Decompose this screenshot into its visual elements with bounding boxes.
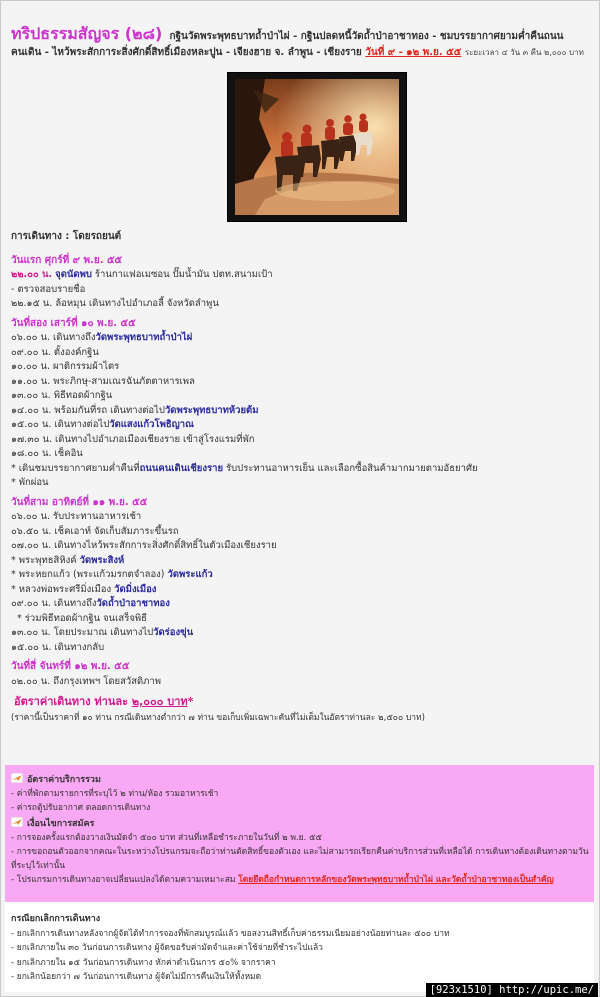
header xyxy=(5,5,594,61)
day1-heading: วันแรก ศุกร์ที่ ๙ พ.ย. ๕๕ xyxy=(11,254,123,266)
day3-item-7 xyxy=(11,597,591,612)
title-line xyxy=(11,25,588,45)
day2-item-1 xyxy=(11,331,591,346)
cancellation-box xyxy=(5,902,594,992)
day3-item-7-text: ๐๙.๐๐ น. เดินทางถึง xyxy=(11,598,97,609)
price-value: ๒,๐๐๐ บาท xyxy=(131,695,188,708)
day3-item-3: ๐๗.๐๐ น. เดินทางไหว้พระสักการะสิ่งศักดิ์สิทธิ์ในตัวเมืองเชียงราย xyxy=(11,540,277,551)
trip-photo xyxy=(227,72,407,222)
services-conditions-text xyxy=(11,773,589,887)
day2-item-6-place: วัดพระพุทธบาทห้วยต้ม xyxy=(164,404,259,416)
day3-item-2: ๐๖.๕๐ น. เช็คเอาท์ จัดเก็บสัมภาระขึ้นรถ xyxy=(11,525,179,537)
day3-item-6 xyxy=(11,583,591,598)
day2-item-10-tail: รับประทานอาหารเย็น และเลือกซื้อสินค้ามากมายตามอัธยาศัย xyxy=(223,462,478,474)
plane-icon xyxy=(11,817,23,827)
conditions-item-3 xyxy=(11,873,589,887)
day2-item-6 xyxy=(11,404,591,419)
day3-item-5-text: * พระหยกแก้ว (พระแก้วมรกตจำลอง) xyxy=(11,569,168,580)
title-line-2 xyxy=(11,45,588,61)
day3-item-6-text: * หลวงพ่อพระศรีมิ่งเมือง xyxy=(11,583,115,595)
day3-item-9-place: วัดร่องขุ่น xyxy=(153,627,194,638)
day2-item-9: ๑๘.๐๐ น. เช็คอิน xyxy=(11,448,83,459)
cancellation-item-2: - ยกเลิกภายใน ๓๐ วันก่อนการเดินทาง ผู้จัดขอรับค่ามัดจำและค่าใช้จ่ายที่ชำระไปแล้ว xyxy=(11,943,323,953)
trip-dates: วันที่ ๙ - ๑๒ พ.ย. ๕๕ xyxy=(365,47,462,58)
price-note: (ราคานี้เป็นราคาที่ ๑๐ ท่าน กรณีเดินทางต่ำกว่า ๗ ท่าน ขอเก็บเพิ่มเฉพาะคันที่ไม่เต็มในอัตราท่านละ ๒,๕๐๐ บาท) xyxy=(11,712,425,723)
conditions-heading: เงื่อนไขการสมัคร xyxy=(27,819,95,829)
walking-street: ถนนคนเดินเชียงราย xyxy=(139,462,224,474)
day2-item-11: * พักผ่อน xyxy=(11,477,49,488)
subtitle-continued: คนเดิน - ไหว้พระสักการะสิ่งศักดิ์สิทธิ์เมืองหละปูน - เจียงฮาย จ. ลำพูน - เชียงราย xyxy=(11,47,362,58)
conditions-item-3-emphasis: โดยยึดถือกำหนดการหลักของวัดพระพุทธบาทถ้ำป่าไผ่ และวัดถ้ำป่าอาชาทองเป็นสำคัญ xyxy=(238,875,554,885)
conditions-heading-row xyxy=(11,817,589,831)
day2-item-7-place: วัดแสงแก้วโพธิญาณ xyxy=(109,419,194,430)
day2-item-1-text: ๐๖.๐๐ น. เดินทางถึง xyxy=(11,332,96,343)
day2-item-7 xyxy=(11,418,591,433)
price-line xyxy=(11,695,591,711)
trip-duration: ระยะเวลา ๔ วัน ๓ คืน ๒,๐๐๐ บาท xyxy=(464,48,584,57)
services-item-2: - ค่ารถตู้ปรับอากาศ ตลอดการเดินทาง xyxy=(11,803,151,813)
day2-item-6-text: ๑๔.๐๐ น. พร้อมกันที่รถ เดินทางต่อไป xyxy=(11,404,165,416)
image-size-watermark: [923x1510] http://upic.me/ xyxy=(426,983,598,997)
day1-time: ๒๒.๐๐ น. xyxy=(11,269,53,280)
day1-item-1 xyxy=(11,268,591,283)
page-subtitle: กฐินวัดพระพุทธบาทถ้ำป่าไผ่ - กฐินปลดหนี้วัดถ้ำป่าอาชาทอง - ชมบรรยากาศยามค่ำคืนถนน xyxy=(169,31,564,42)
day2-item-5: ๑๓.๐๐ น. พิธีทอดผ้ากฐิน xyxy=(11,390,113,401)
conditions-item-1: - การจองครั้งแรกต้องวางเงินมัดจำ ๕๐๐ บาท ส่วนที่เหลือชำระภายในวันที่ ๒ พ.ย. ๕๕ xyxy=(11,833,322,843)
cancellation-item-1: - ยกเลิกการเดินทางหลังจากผู้จัดได้ทำการจองที่พักสมบูรณ์แล้ว ขอสงวนสิทธิ์เก็บค่าธรรมเนียมอย่างน้อยท่านละ ๕๐๐ บาท xyxy=(11,928,450,939)
price-label: อัตราค่าเดินทาง ท่านละ xyxy=(14,695,132,708)
conditions-item-2: - การขอถอนตัวออกจากคณะในระหว่างโปรแกรมจะถือว่าท่านตัดสิทธิ์ของตัวเอง และไม่สามารถเรียกคืนค่าบริการส่วนที่เหลือได้ การเดินทางต้องเดินทางตามวันที่ระบุไว้เท่านั้น xyxy=(11,847,589,871)
day2-item-10 xyxy=(11,462,591,477)
conditions-item-3-text: - โปรแกรมการเดินทางอาจเปลี่ยนแปลงได้ตามความเหมาะสม xyxy=(11,875,239,885)
day2-item-2: ๐๙.๐๐ น. ตั้งองค์กฐิน xyxy=(11,346,99,358)
day3-item-4-place: วัดพระสิงห์ xyxy=(79,554,125,566)
services-heading: อัตราค่าบริการรวม xyxy=(27,775,101,785)
cancellation-text xyxy=(11,912,589,985)
day3-item-6-place: วัดมิ่งเมือง xyxy=(114,583,157,595)
day3-item-1: ๐๖.๐๐ น. รับประทานอาหารเช้า xyxy=(11,511,142,522)
day3-item-4 xyxy=(11,554,591,569)
day3-item-8: * ร่วมพิธีทอดผ้ากฐิน จนเสร็จพิธี xyxy=(11,612,147,624)
day2-heading: วันที่สอง เสาร์ที่ ๑๐ พ.ย. ๕๕ xyxy=(11,317,136,329)
day3-item-9-text: ๑๓.๐๐ น. โดยประมาณ เดินทางไป xyxy=(11,627,154,638)
cancellation-item-3: - ยกเลิกภายใน ๑๕ วันก่อนการเดินทาง หักค่าดำเนินการ ๕๐% จากราคา xyxy=(11,957,276,968)
monks-walking-photo xyxy=(235,79,399,215)
day2-item-10-text: * เดินชมบรรยากาศยามค่ำคืนที่ xyxy=(11,462,140,474)
day2-item-7-text: ๑๕.๐๐ น. เดินทางต่อไป xyxy=(11,419,110,430)
services-heading-row xyxy=(11,773,589,787)
day3-heading: วันที่สาม อาทิตย์ที่ ๑๑ พ.ย. ๕๕ xyxy=(11,496,148,508)
day4-heading: วันที่สี่ จันทร์ที่ ๑๒ พ.ย. ๕๕ xyxy=(11,661,130,672)
itinerary xyxy=(11,230,591,725)
day3-item-5 xyxy=(11,568,591,583)
price-star: * xyxy=(187,695,194,708)
day3-item-7-place: วัดถ้ำป่าอาชาทอง xyxy=(96,598,170,609)
plane-icon xyxy=(11,773,23,783)
meeting-point: ร้านกาแฟอเมซอน ปั๊มน้ำมัน ปตท.สนามเป้า xyxy=(91,269,273,280)
day1-item-3: ๒๒.๑๕ น. ล้อหมุน เดินทางไปอำเภอลี้ จังหวัดลำพูน xyxy=(11,298,219,309)
route-heading: การเดินทาง : โดยรถยนต์ xyxy=(11,231,122,242)
day2-item-4: ๑๑.๐๐ น. พระภิกษุ-สามเณรฉันภัตตาหารเพล xyxy=(11,375,195,387)
day2-item-8: ๑๗.๓๐ น. เดินทางไปอำเภอเมืองเชียงราย เข้าสู่โรงแรมที่พัก xyxy=(11,433,255,445)
day3-item-10: ๑๕.๐๐ น. เดินทางกลับ xyxy=(11,641,105,653)
day3-item-4-text: * พระพุทธสิหิงค์ xyxy=(11,554,80,566)
day1-item-2: - ตรวจสอบรายชื่อ xyxy=(11,283,86,295)
services-conditions-box xyxy=(5,765,594,902)
day2-item-3: ๑๐.๐๐ น. ผาติกรรมผ้าไตร xyxy=(11,361,120,372)
cancellation-heading: กรณียกเลิกการเดินทาง xyxy=(11,914,101,924)
cancellation-item-4: - ยกเลิกน้อยกว่า ๗ วันก่อนการเดินทาง ผู้จัดไม่มีการคืนเงินให้ทั้งหมด xyxy=(11,972,262,982)
services-item-1: - ค่าที่พักตามรายการที่ระบุไว้ ๒ ท่าน/ห้อง รวมอาหารเช้า xyxy=(11,789,219,799)
day2-item-1-place: วัดพระพุทธบาทถ้ำป่าไผ่ xyxy=(95,332,193,343)
day3-item-5-place: วัดพระแก้ว xyxy=(167,569,213,580)
day3-item-9 xyxy=(11,626,591,641)
page-title: ทริปธรรมสัญจร (๒๘) xyxy=(11,24,163,43)
meeting-point-label: จุดนัดพบ xyxy=(55,269,92,280)
content-area xyxy=(5,5,594,992)
day4-item-1: ๐๒.๐๐ น. ถึงกรุงเทพฯ โดยสวัสดิภาพ xyxy=(11,675,162,687)
